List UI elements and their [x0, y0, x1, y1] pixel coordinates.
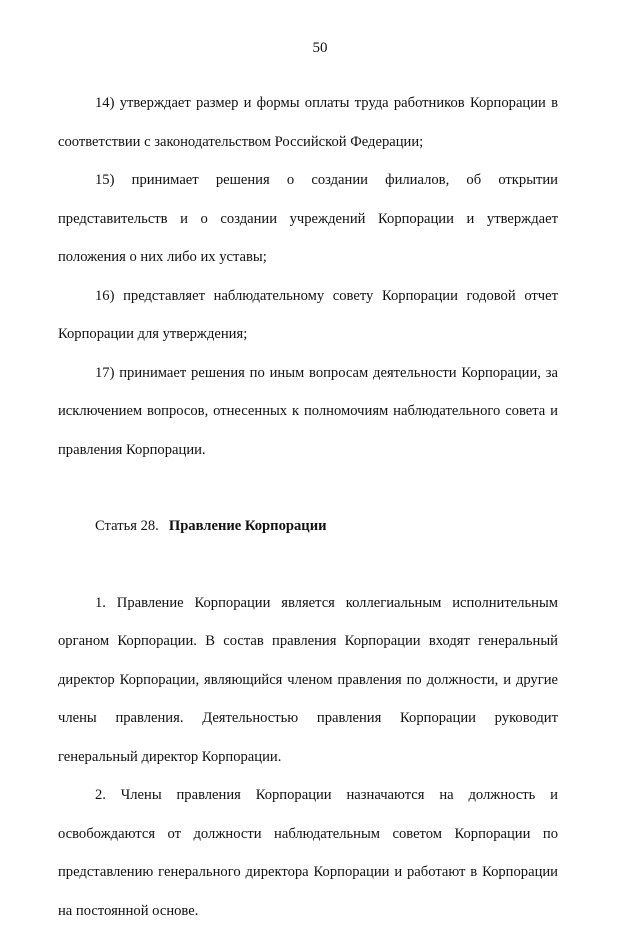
list-item-17: 17) принимает решения по иным вопросам деятельности Корпорации, за исключением вопросов, отнесенных к полномочиям наблюдательного совета и правления Корпорации.	[58, 364, 558, 458]
page-number: 50	[312, 40, 328, 56]
article-label: Статья 28.	[95, 518, 159, 534]
article-heading	[58, 507, 558, 546]
section-gap	[58, 469, 558, 507]
article-paragraph-1: 1. Правление Корпорации является коллегиальным исполнительным органом Корпорации. В состав правления Корпорации входят генеральный директор Корпорации, являющийся членом правления по должности, и другие члены правления. Деятельностью правления Корпорации руководит генеральный директор Корпорации.	[58, 594, 558, 765]
section-gap	[58, 546, 558, 584]
list-item-16: 16) представляет наблюдательному совету Корпорации годовой отчет Корпорации для утверждения;	[58, 287, 558, 342]
document-body	[58, 84, 558, 930]
article-paragraph-2: 2. Члены правления Корпорации назначаются на должность и освобождаются от должности наблюдательным советом Корпорации по представлению генерального директора Корпорации и работают в Корпорации на постоянной основе.	[58, 787, 558, 919]
list-item-14: 14) утверждает размер и формы оплаты труда работников Корпорации в соответствии с законодательством Российской Федерации;	[58, 95, 558, 150]
list-item-15: 15) принимает решения о создании филиалов, об открытии представительств и о создании учреждений Корпорации и утверждает положения о них либо их уставы;	[58, 172, 558, 265]
article-title: Правление Корпорации	[168, 518, 327, 534]
